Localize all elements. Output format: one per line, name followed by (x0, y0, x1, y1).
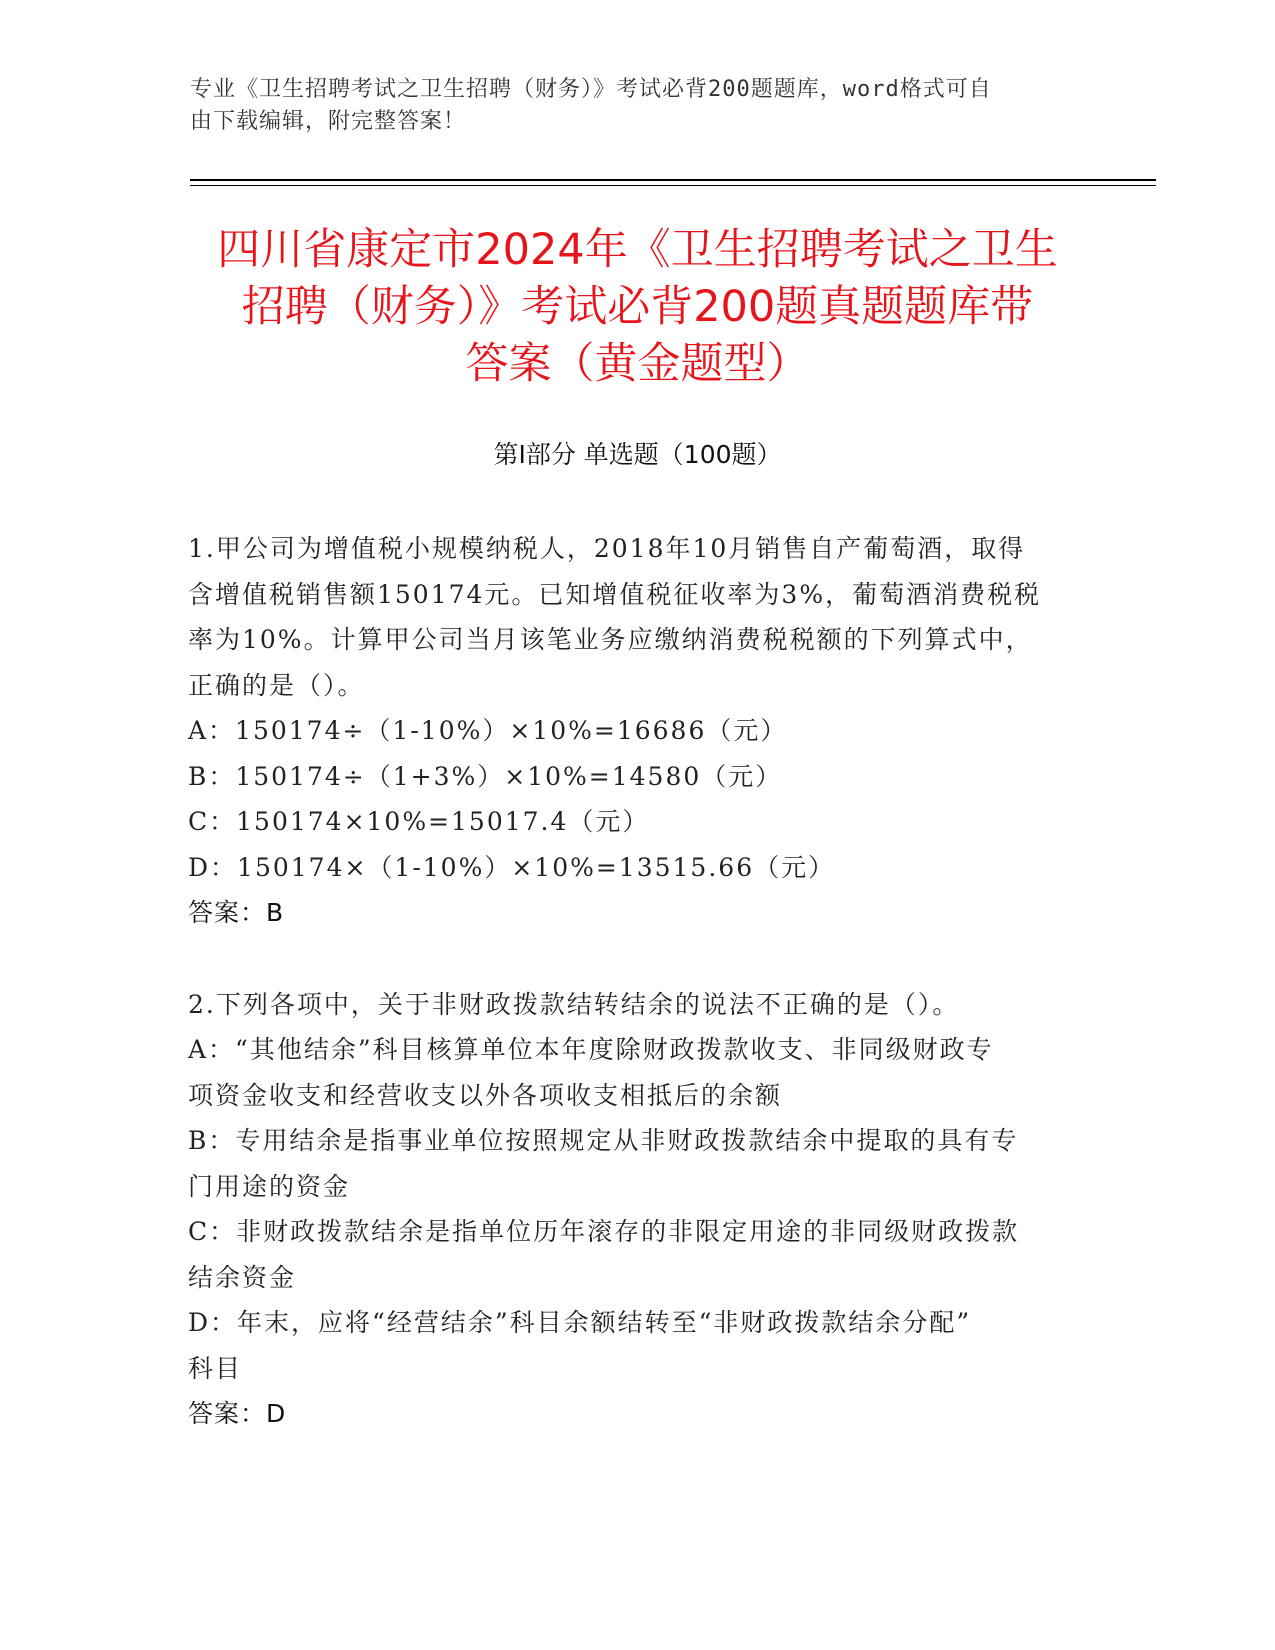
question-stem-line: 正确的是（）。 (188, 670, 365, 700)
option-c: C：非财政拨款结余是指单位历年滚存的非限定用途的非同级财政拨款 (188, 1217, 1020, 1246)
option-c: C：150174×10%=15017.4（元） (188, 807, 650, 836)
question-stem-line: 含增值税销售额150174元。已知增值税征收率为3%，葡萄酒消费税税 (188, 579, 1042, 609)
option-d: D：150174×（1-10%）×10%=13515.66（元） (188, 852, 836, 882)
option-c-continued: 结余资金 (188, 1262, 297, 1292)
header-divider-thick (190, 179, 1156, 181)
header-note-line-1: 专业《卫生招聘考试之卫生招聘（财务）》考试必背200题题库，word格式可自 (190, 77, 992, 102)
option-a: A：150174÷（1-10%）×10%=16686（元） (188, 716, 788, 745)
title-line-2: 招聘（财务）》考试必背200题真题题库带 (241, 282, 1034, 332)
question-2 (188, 982, 1088, 1437)
question-list (188, 526, 1088, 1483)
header-divider-thin (190, 185, 1156, 186)
question-stem-line: 率为10%。计算甲公司当月该笔业务应缴纳消费税税额的下列算式中， (188, 625, 1033, 654)
option-a-continued: 项资金收支和经营收支以外各项收支相抵后的余额 (188, 1080, 783, 1110)
option-b: B：150174÷（1+3%）×10%=14580（元） (188, 761, 783, 791)
option-d-continued: 科目 (188, 1353, 243, 1383)
option-b: B：专用结余是指事业单位按照规定从非财政拨款结余中提取的具有专 (188, 1126, 1019, 1155)
answer-label: 答案：D (188, 1399, 287, 1428)
document-title (150, 222, 1125, 393)
question-stem-line: 2.下列各项中，关于非财政拨款结转结余的说法不正确的是（）。 (188, 989, 960, 1019)
question-1 (188, 526, 1088, 936)
title-line-1: 四川省康定市2024年《卫生招聘考试之卫生 (217, 225, 1058, 275)
answer-label: 答案：B (188, 898, 285, 927)
title-line-3: 答案（黄金题型） (465, 339, 810, 389)
section-heading: 第Ⅰ部分 单选题（100题） (493, 440, 782, 469)
question-stem-line: 1.甲公司为增值税小规模纳税人，2018年10月销售自产葡萄酒，取得 (188, 534, 1026, 563)
option-b-continued: 门用途的资金 (188, 1171, 351, 1201)
option-d: D：年末，应将“经营结余”科目余额结转至“非财政拨款结余分配” (188, 1308, 972, 1337)
option-a: A：“其他结余”科目核算单位本年度除财政拨款收支、非同级财政专 (188, 1035, 994, 1064)
header-note-line-2: 由下载编辑，附完整答案！ (190, 109, 467, 134)
header-note (190, 74, 1090, 138)
